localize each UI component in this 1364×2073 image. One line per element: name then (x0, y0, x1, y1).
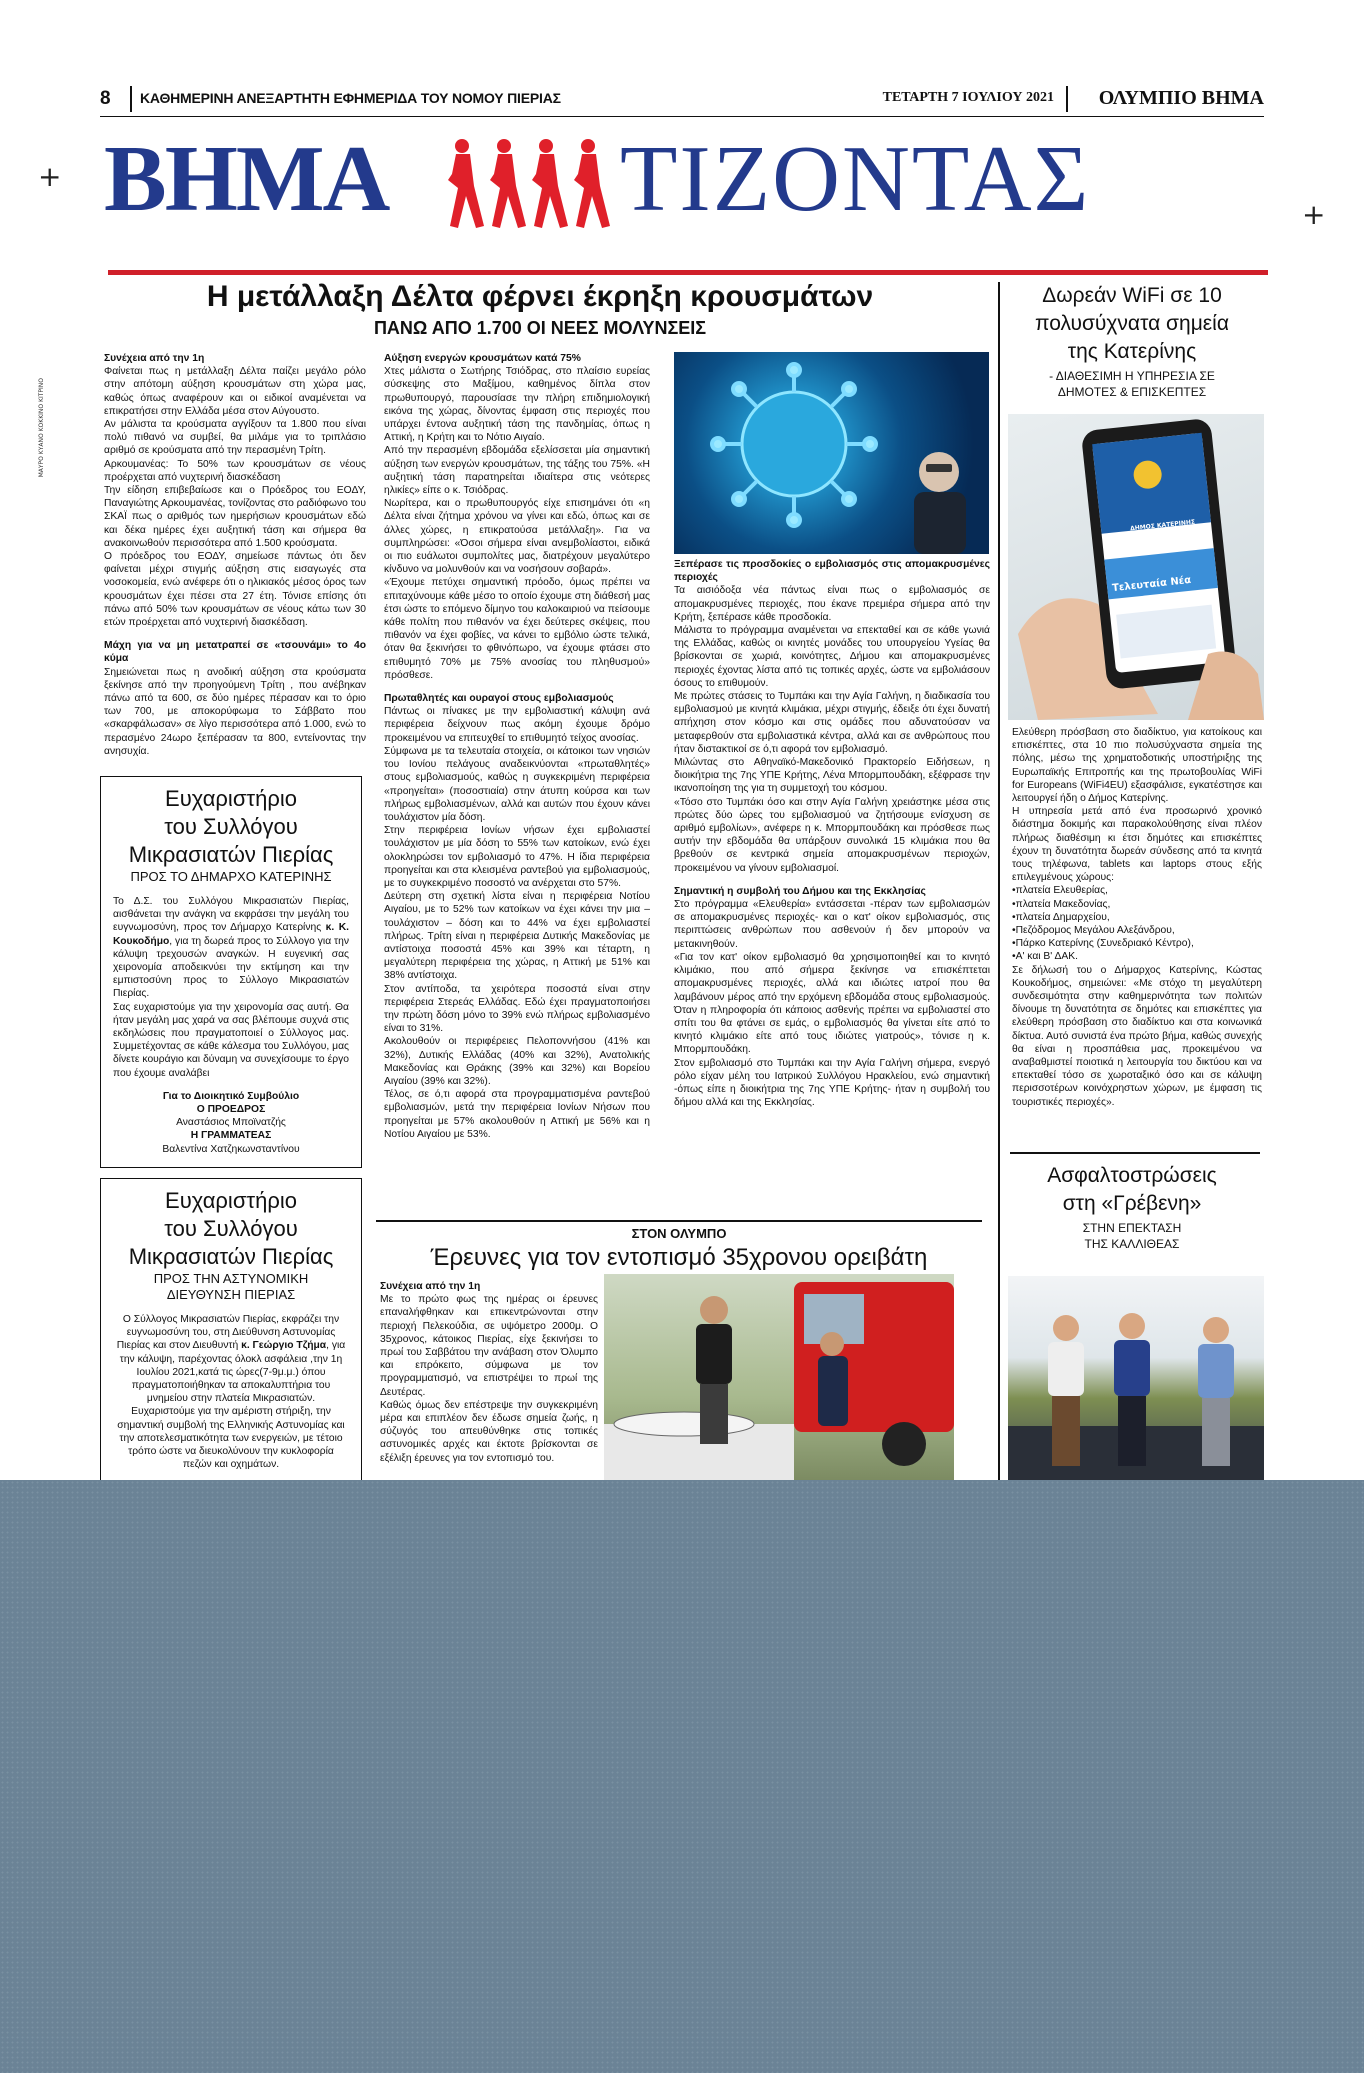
main-article-column-3 (674, 558, 990, 1109)
paragraph: Την είδηση επιβεβαίωσε και ο Πρόεδρος του ΕΟΔΥ, Παναγιώτης Αρκουμανέας, τονίζοντας στο ραδιόφωνο του ΣΚΑΪ πως ο αριθμός των ημερήσιων κρουσμάτων εδώ και δέκα ημέρες έχει αυξητική τάση και σήμερα θα ανακοινωθούν περισσότερα από 1.500 κρούσματα. (104, 485, 366, 549)
subheading: Ξεπέρασε τις προσδοκίες ο εμβολιασμός στις απομακρυσμένες περιοχές (674, 559, 990, 584)
issue-date: ΤΕΤΑΡΤΗ 7 ΙΟΥΛΙΟΥ 2021 (882, 90, 1054, 105)
subheading: Πρωταθλητές και ουραγοί στους εμβολιασμούς (384, 693, 614, 705)
continuation-note: Συνέχεια από την 1η (104, 353, 205, 364)
walking-people-icon (438, 136, 618, 232)
page-backdrop (0, 1480, 1364, 2073)
crop-mark-icon: + (38, 160, 62, 193)
header-tagline: ΚΑΘΗΜΕΡΙΝΗ ΑΝΕΞΑΡΤΗΤΗ ΕΦΗΜΕΡΙΔΑ ΤΟΥ ΝΟΜΟΥ ΠΙΕΡΙΑΣ (140, 90, 561, 106)
sidebar-headline: στη «Γρέβενη» (1062, 1192, 1202, 1215)
sidebar-subheadline: - ΔΙΑΘΕΣΙΜΗ Η ΥΠΗΡΕΣΙΑ ΣΕ (1049, 369, 1215, 383)
walker-figure (532, 139, 568, 228)
walker-figure (490, 139, 526, 228)
crop-mark-icon: + (1302, 198, 1326, 231)
rescue-team-photo (604, 1274, 954, 1480)
paragraph: Στον αντίποδα, τα χειρότερα ποσοστά είναι στην περιφέρεια Στερεάς Ελλάδας. Εδώ έχει πραγματοποιήσει την πρώτη δόση μόνο το 39% ενώ πλήρως εμβολιασμένο είναι το 31%. (384, 983, 650, 1035)
virus-photo (674, 352, 989, 554)
list-item: •Πάρκο Κατερίνης (Συνεδριακό Κέντρο), (1012, 938, 1194, 950)
coronavirus-icon (674, 352, 989, 554)
phone-app-photo (1008, 414, 1264, 720)
app-menu-label: Menu (1123, 535, 1141, 544)
paragraph: Στο πρόγραμμα «Ελευθερία» εντάσσεται -πέραν των εμβολιασμών σε απομακρυσμένες περιοχές- και ο κατ' οίκον εμβολιασμός, στις περιπτώσεις ανθρώπων που ασθενούν ή δεν μπορούν να μετακινηθούν. (674, 899, 990, 950)
app-news-label: Τελευταία Νέα (1111, 574, 1192, 595)
paragraph: Τα αισιόδοξα νέα πάντως είναι πως ο εμβολιασμός σε απομακρυσμένες περιοχές, που έκανε πρεμιέρα σήμερα από την Κρήτη, ξεπέρασε κάθε προσδοκία. (674, 585, 990, 623)
main-headline: Η μετάλλαξη Δέλτα φέρνει έκρηξη κρουσμάτων (206, 280, 874, 313)
sidebar-headline: πολυσύχνατα σημεία (1035, 312, 1229, 335)
notice-title: του Συλλόγου (164, 814, 298, 839)
paragraph: Μάλιστα το πρόγραμμα αναμένεται να επεκταθεί και σε κάθε γωνιά της Ελλάδας, καθώς οι κινητές μονάδες του υπουργείου Υγείας θα βρίσκονται σε χωριά, κοινότητες, Δήμου και απομακρυσμένες περιοχές έχοντας λίστα από τις τοπικές αρχές, ώστε να εμβολιάσουν όσους το επιθυμούν. (674, 625, 990, 689)
paragraph: Σημειώνεται πως η ανοδική αύξηση στα κρούσματα ξεκίνησε από την προηγούμενη Τρίτη , που ανέβηκαν πάνω από τα 600, σε δύο ημέρες πέρασαν και το όριο των 700, με αποκορύφωμα το Σάββατο που «σκαρφάλωσαν» σε λίγο περισσότερα από 1.000, ενώ το περασμένο 24ωρο ξεπέρασαν τα 800, εντείνοντας την ανησυχία. (104, 666, 366, 757)
subheading: Μάχη για να μη μετατραπεί σε «τσουνάμι» το 4ο κύμα (104, 640, 366, 665)
color-registration-mark: ΜΑΥΡΟ ΚΥΑΝΟ ΚΟΚΚΙΝΟ ΚΙΤΡΙΝΟ (38, 378, 45, 478)
header-divider (130, 86, 132, 112)
sidebar-headline: Δωρεάν WiFi σε 10 (1042, 284, 1222, 307)
notice-paragraph: Σας ευχαριστούμε για την χειρονομία σας αυτή. Θα ήταν μεγάλη μας χαρά να σας βλέπουμε συχνά στις εκδηλώσεις που πραγματοποιεί ο Σύλλογος μας. Συμμετέχοντας σε κάθε κάλεσμα του Συλλόγου, μας δίνετε κουράγιο και δύναμη να συνεχίσουμε το έργο που έχουμε αναλάβει (113, 1001, 349, 1079)
officials-illustration (1008, 1276, 1264, 1480)
paragraph: Αν μάλιστα τα κρούσματα αγγίξουν τα 1.800 που είναι πολύ πιθανό να συμβεί, θα μιλάμε για το τριπλάσιο αριθμό σε κρούσματα από την περασμένη Τρίτη. (104, 419, 366, 457)
notice-title: Ευχαριστήριο (165, 786, 297, 811)
paragraph: Στον εμβολιασμό στο Τυμπάκι και την Αγία Γαλήνη σήμερα, ενεργό ρόλο είχαν μέλη του Ιατρικού Συλλόγου Ηρακλείου, ενώ σημαντική -όπως είπε η διοικήτρια της 7ης ΥΠΕ Κρήτης- ήταν η συμβολή του δήμου αλλά και της Εκκλησίας. (674, 1057, 990, 1109)
article-headline: Έρευνες για τον εντοπισμό 35χρονου ορειβάτη (430, 1244, 928, 1271)
paragraph: Νωρίτερα, και ο πρωθυπουργός είχε επισημάνει ότι «η Δέλτα είναι ζήτημα χρόνου να γίνει και εδώ, όπως και σε άλλες χώρες, η επικρατούσα μετάλλαξη». Για να συμπληρώσει: «Όσοι σήμερα είναι ανεμβολίαστοι, ειδικά οι πιο ευάλωτοι συμπολίτες μας, διατρέχουν μεγαλύτερο κίνδυνο να μολυνθούν και να νοσήσουν σοβαρά». (384, 498, 650, 576)
paragraph: Η υπηρεσία μετά από ένα προσωρινό χρονικό διάστημα δοκιμής και παρακολούθησης είναι πλέον πλήρως διαθέσιμη κι έτσι δημότες και επισκέπτες έχουν τη δυνατότητα δωρεάν σύνδεσης από τα κινητά τους τηλέφωνα, tablets και laptops στους εξής επιλεγμένους χώρους: (1012, 806, 1262, 884)
notice-title: Μικρασιατών Πιερίας (128, 842, 334, 867)
paragraph: Δεύτερη στη σχετική λίστα είναι η περιφέρεια Νοτίου Αιγαίου, με το 52% των κατοίκων να έχει κάνει την μια – τουλάχιστον – δόση και το 44% να έχει εμβολιαστεί πλήρως. Τρίτη είναι η περιφέρεια Δυτικής Μακεδονίας με αντίστοιχα ποσοστά 45% και 39% και τέταρτη, η μεγαλύτερη περιφέρεια της χώρας, η Αττική με 51% και 38% αντίστοιχα. (384, 891, 650, 982)
header-divider (1066, 86, 1068, 112)
notice-subtitle: ΠΡΟΣ ΤΗΝ ΑΣΤΥΝΟΜΙΚΗ (153, 1271, 309, 1286)
paragraph: Σύμφωνα με τα τελευταία στοιχεία, οι κάτοικοι των νησιών του Ιονίου πελάγους αναδεικνύονται «πρωταθλητές» στους εμβολιασμούς, καθώς η συγκεκριμένη περιφέρεια «προηγείται» (ποσοστιαία) στην άτυπη κούρσα και των πλήρως εμβολιασμένων, αλλά και αυτών που έχουν κάνει τουλάχιστον μία δόση. (384, 745, 650, 823)
list-item: •Α' και Β' ΔΑΚ. (1012, 951, 1079, 963)
thank-you-notice-police (100, 1178, 362, 1480)
masthead-right-word: ΤΙΖΟΝΤΑΣ (620, 127, 1091, 231)
notice-title: του Συλλόγου (164, 1216, 298, 1241)
sidebar-subheadline: ΤΗΣ ΚΑΛΛΙΘΕΑΣ (1084, 1237, 1180, 1251)
main-article-column-1 (104, 352, 366, 758)
paragraph: Στην περιφέρεια Ιονίων νήσων έχει εμβολιαστεί τουλάχιστον με μία δόση το 55% των κατοίκων, ενώ έχει ολοκληρώσει τον εμβολιασμό το 47%. Η ίδια περιφέρεια προηγείται και στα κλεισμένα ραντεβού για εμβολιασμούς, με το συγκεκριμένο ποσοστό να ανέρχεται στο 57%. (384, 825, 650, 889)
paragraph: Με το πρώτο φως της ημέρας οι έρευνες επαναλήφθηκαν και επικεντρώνονται στην περιοχή Πελεκούδια, σε υψόμετρο 2000μ. Ο 35χρονος, κάτοικος Πιερίας, είχε ξεκινήσει το πρωί του Σαββάτου την ανάβαση στον Όλυμπο και επρόκειτο, σύμφωνα με τον προγραμματισμό, να επιστρέψει το πρωί της Δευτέρας. (380, 1294, 598, 1398)
honoree-name: κ. Κ. Κουκοδήμο (113, 922, 349, 947)
paragraph: Σε δήλωσή του ο Δήμαρχος Κατερίνης, Κώστας Κουκοδήμος, σημειώνει: «Με στόχο τη μεγαλύτερη συνδεσιμότητα στην καθημερινότητα των πολιτών δίνουμε τη δυνατότητα σε δημότες και επισκέπτες για ελεύθερη πρόσβαση στο διαδίκτυο και στα κοινωνικά δίκτυα. Αυτό συνιστά ένα πρώτο βήμα, καθώς συνεχής θα είναι η προσπάθεια μας, προκειμένου να αναβαθμιστεί ποιοτικά η λειτουργία του δικτύου και να επεκταθεί τόσο σε χωροταξικό όσο και σε κάλυψη περισσοτέρων κοινόχρηστων χώρων, με έμφαση τις τουριστικές περιοχές». (1012, 964, 1262, 1108)
paragraph: «Τόσο στο Τυμπάκι όσο και στην Αγία Γαλήνη χρειάστηκε μέσα στις πρώτες δύο ώρες του εμβολιασμού να ζητήσουμε ενίσχυση σε αριθμό εμβολίων», ανέφερε η κ. Μπορμπουδάκη και πρόσθεσε πως αυτήν την εβδομάδα θα υπάρξουν συνολικά 15 κλιμάκια που θα βρεθούν σε κεντρικά σημεία απομακρυσμένων περιοχών, προκειμένου να γίνουν εμβολιασμοί. (674, 796, 990, 874)
article-kicker: ΣΤΟΝ ΟΛΥΜΠΟ (631, 1226, 727, 1241)
masthead-red-rule (108, 270, 1268, 275)
section-divider (1010, 1152, 1260, 1154)
section-divider (376, 1220, 982, 1222)
subheading: Αύξηση ενεργών κρουσμάτων κατά 75% (384, 353, 581, 364)
walker-figure (448, 139, 484, 228)
walker-figure (574, 139, 610, 228)
paragraph: Από την περασμένη εβδομάδα εξελίσσεται μία σημαντική αύξηση των ενεργών κρουσμάτων, της τάξης του 75%. «Η αυξητική τάση παρατηρείται ιδιαίτερα στις νεότερες ηλικίες» είπε ο κ. Τσιόδρας. (384, 445, 650, 497)
notice-title: Μικρασιατών Πιερίας (128, 1244, 334, 1269)
paragraph: Ελεύθερη πρόσβαση στο διαδίκτυο, για κατοίκους και επισκέπτες, στα 10 πιο πολυσύχναστα σημεία της πόλης, μέσω της χρηματοδοτικής υποστήριξης της Ευρωπαϊκής Επιτροπής και της πρωτοβουλίας WiFi for Europeans (WiFi4EU) εξασφάλισε, εγκατέστησε και λειτουργεί ήδη ο Δήμος Κατερίνης. (1012, 727, 1262, 805)
thank-you-notice-mayor (100, 776, 362, 1168)
notice-title: Ευχαριστήριο (165, 1188, 297, 1213)
notice-signature: Για το Διοικητικό Συμβούλιο Ο ΠΡΟΕΔΡΟΣ Αναστάσιος Μποϊνατζής Η ΓΡΑΜΜΑΤΕΑΣ Βαλεντίνα Χατζηκωνσταντίνου (162, 1090, 300, 1155)
app-title: ΔΗΜΟΣ ΚΑΤΕΡΙΝΗΣ (1129, 518, 1196, 533)
paragraph: Ακολουθούν οι περιφέρειες Πελοποννήσου (41% και 32%), Δυτικής Ελλάδας (40% και 32%), Ανατολικής Μακεδονίας και Θράκης (39% και 32%) και Βορείου Αιγαίου (39% και 32%). (384, 1036, 650, 1087)
list-item: •πλατεία Ελευθερίας, (1012, 885, 1108, 897)
page-number: 8 (100, 88, 111, 109)
paragraph: Φαίνεται πως η μετάλλαξη Δέλτα παίζει μεγάλο ρόλο στην απότομη αύξηση κρουσμάτων στη χώρα μας, καθώς όπως αναφέρουν και οι ειδικοί αναμένεται να επικρατήσει στην Ελλάδα μέσα στον Αύγουστο. (104, 366, 366, 417)
notice-subtitle: ΔΙΕΥΘΥΝΣΗ ΠΙΕΡΙΑΣ (166, 1287, 296, 1302)
wifi-article-text (1012, 726, 1262, 1109)
sidebar-headline: Ασφαλτοστρώσεις (1047, 1164, 1217, 1187)
notice-body: Το Δ.Σ. του Συλλόγου Μικρασιατών Πιερίας, αισθάνεται την ανάγκη να εκφράσει την μεγάλη του ευγνωμοσύνη, προς τον Δήμαρχο Κατερίνης κ. Κ. Κουκοδήμο, για τη δωρεά προς το Σύλλογο για την κάλυψη τρεχουσών αναγκών. Η ευγενική σας χειρονομία αποδεικνύει την εκτίμηση και την εμπιστοσύνη προς το Σύλλογο Μικρασιατών Πιερίας. Σας ευχαριστούμε για την χειρονομία σας αυτή. Θα ήταν μεγάλη μας χαρά να σας βλέπουμε συχνά στις εκδηλώσεις που πραγματοποιεί ο Σύλλογος μας. Συμμετέχοντας σε κάθε κάλεσμα του Συλλόγου, μας δίνετε κουράγιο και δύναμη να συνεχίσουμε το έργο που έχουμε αναλάβει (113, 896, 349, 1079)
paragraph: «Για τον κατ' οίκον εμβολιασμό θα χρησιμοποιηθεί και το κινητό κλιμάκιο, που από σήμερα ξεκίνησε να επισκέπτεται απομακρυσμένες περιοχές, αλλά και ιδιώτες ιατροί που θα λαμβάνουν μέρος από την ερχόμενη εβδομάδα στους εμβολιασμούς. Όταν η πληροφορία ότι κάποιος ασθενής πρέπει να εμβολιαστεί στο σπίτι του θα φτάνει σε εμάς, ο εμβολιασμός θα γίνεται είτε από το κινητό κλιμάκιο είτε από τους ιδιώτες γιατρούς», τόνισε η κ. Μπορμπουδάκη. (674, 951, 990, 1056)
paragraph: Ο πρόεδρος του ΕΟΔΥ, σημείωσε πάντως ότι δεν φαίνεται μέχρι στιγμής αύξηση στις εισαγωγές στα νοσοκομεία, ενώ ανέφερε ότι ο ηλικιακός μέσος όρος των κρουσμάτων έχει πέσει στα 27 έτη. Τόνισε επίσης ότι πάνω από 50% των κρουσμάτων σε νέους κάτω των 30 ετών προέρχεται από νυχτερινή διασκέδαση. (104, 551, 366, 629)
rescue-scene-illustration (604, 1274, 954, 1480)
paragraph: Χτες μάλιστα ο Σωτήρης Τσιόδρας, στο πλαίσιο ευρείας σύσκεψης στο Μαξίμου, καθημένος δίπλα στον πρωθυπουργό, παρουσίασε την πλήρη επιδημιολογική εικόνα της χώρας, δίνοντας έμφαση στις περιοχές που υπάρχει έντονα αυξητική τάση της πανδημίας, όπως η Αττική, η Κρήτη και το Νότιο Αιγαίο. (384, 366, 650, 444)
paragraph: Τέλος, σε ό,τι αφορά στα προγραμματισμένα ραντεβού εμβολιασμών, μετά την περιφέρεια Ιονίων Νήσων που προηγείται με 57% ακολουθούν η Αττική με 56% και η Νοτίου Αιγαίου με 53%. (384, 1089, 650, 1140)
paragraph: Μιλώντας στο Αθηναϊκό-Μακεδονικό Πρακτορείο Ειδήσεων, η διοικήτρια της 7ης ΥΠΕ Κρήτης, Λένα Μπορμπουδάκη, εξέφρασε την ικανοποίηση της για τη συμμετοχή του κόσμου. (674, 757, 990, 795)
main-subheadline: ΠΑΝΩ ΑΠΟ 1.700 ΟΙ ΝΕΕΣ ΜΟΛΥΝΣΕΙΣ (373, 318, 707, 338)
continuation-note: Συνέχεια από την 1η (380, 1281, 481, 1292)
list-item: •πλατεία Μακεδονίας, (1012, 898, 1111, 910)
list-item: •πλατεία Δημαρχείου, (1012, 911, 1110, 923)
masthead-left-word: ΒΗΜΑ (104, 127, 389, 231)
notice-paragraph: Ευχαριστούμε για την αμέριστη στήριξη, την σημαντική συμβολή της Ελληνικής Αστυνομίας και την αποτελεσματικότητα των ενεργειών, με τέτοιο τρόπο ώστε να διευκολύνουν την κυκλοφορία πεζών και οχημάτων. (117, 1406, 345, 1471)
smartphone-illustration (1008, 414, 1264, 720)
newspaper-brand: ΟΛΥΜΠΙΟ ΒΗΜΑ (1098, 87, 1264, 109)
sidebar-headline: της Κατερίνης (1067, 340, 1197, 363)
paragraph: «Έχουμε πετύχει σημαντική πρόοδο, όμως πρέπει να επιταχύνουμε κάθε μέσο το οποίο έχουμε στη διάθεσή μας έτσι ώστε το επόμενο δίμηνο του καλοκαιριού να πείσουμε κάθε πολίτη που πιθανόν να έχει δεύτερες σκέψεις, που πιθανόν να έχει φοβίες, να κάνει το εμβόλιο ώστε τελικά, όταν θα ξεκινήσει το φθινόπωρο, να έχουμε φτάσει στο επιθυμητό 70% με 75% ανοσίας του πληθυσμού» πρόσθεσε. (384, 577, 650, 681)
sidebar-subheadline: ΔΗΜΟΤΕΣ & ΕΠΙΣΚΕΠΤΕΣ (1057, 385, 1207, 399)
olympus-article-text (380, 1280, 598, 1465)
notice-body: Ο Σύλλογος Μικρασιατών Πιερίας, εκφράζει την ευγνωμοσύνη του, στη Διεύθυνση Αστυνομίας Πιερίας και στον Διευθυντή κ. Γεώργιο Τζήμα, για την κάλυψη, παρέχοντας όλοκλ ασφάλεια ,την 1η Ιουλίου 2021,κατά τις ώρες(7-9μ.μ.) όπου πραγματοποιήθηκαν τα αποκαλυπτήρια του μνημείου στην πλατεία Μικρασιατών. Ευχαριστούμε για την αμέριστη στήριξη, την σημαντική συμβολή της Ελληνικής Αστυνομίας και την αποτελεσματικότητα των ενεργειών, με τέτοιο τρόπο ώστε να διευκολύνουν την κυκλοφορία πεζών και οχημάτων. (113, 1313, 349, 1471)
sidebar-subheadline: ΣΤΗΝ ΕΠΕΚΤΑΣΗ (1082, 1221, 1182, 1235)
page-header (100, 84, 1264, 117)
honoree-name: κ. Γεώργιο Τζήμα (241, 1340, 327, 1352)
asphalt-officials-photo (1008, 1276, 1264, 1480)
paragraph: Καθώς όμως δεν επέστρεψε την συγκεκριμένη μέρα και επιπλέον δεν έδωσε σημεία ζωής, η σύζυγός του απευθύνθηκε στις τοπικές αστυνομικές αρχές και έκτοτε βρίσκονται σε εξέλιξη έρευνες για τον εντοπισμό του. (380, 1399, 598, 1464)
section-masthead (104, 124, 1264, 234)
paragraph: Πάντως οι πίνακες με την εμβολιαστική κάλυψη ανά περιφέρεια δείχνουν πως ακόμη έχουμε δρόμο προκειμένου να επιτευχθεί το επιθυμητό τείχος ανοσίας. (384, 706, 650, 744)
column-divider (998, 282, 1000, 1480)
subheading: Σημαντική η συμβολή του Δήμου και της Εκκλησίας (674, 885, 926, 897)
notice-subtitle: ΠΡΟΣ ΤΟ ΔΗΜΑΡΧΟ ΚΑΤΕΡΙΝΗΣ (130, 869, 332, 884)
paragraph: Με πρώτες στάσεις το Τυμπάκι και την Αγία Γαλήνη, η διαδικασία του εμβολιασμού με κινητά κλιμάκια, μέχρι στιγμής, έδειξε ότι έχει δυνατή απήχηση στον κόσμο και στις ομάδες που αδυνατούσαν να μεταφερθούν στα εμβολιαστικά κέντρα, αλλά και σε ανθρώπους που ήταν διστακτικοί σε ό,τι αφορά τον εμβολιασμό. (674, 691, 990, 755)
paragraph: Αρκουμανέας: Το 50% των κρουσμάτων σε νέους προέρχεται από νυχτερινή διασκέδαση (104, 458, 366, 483)
list-item: •Πεζόδρομος Μεγάλου Αλεξάνδρου, (1012, 925, 1175, 937)
main-article-column-2 (384, 352, 650, 1141)
